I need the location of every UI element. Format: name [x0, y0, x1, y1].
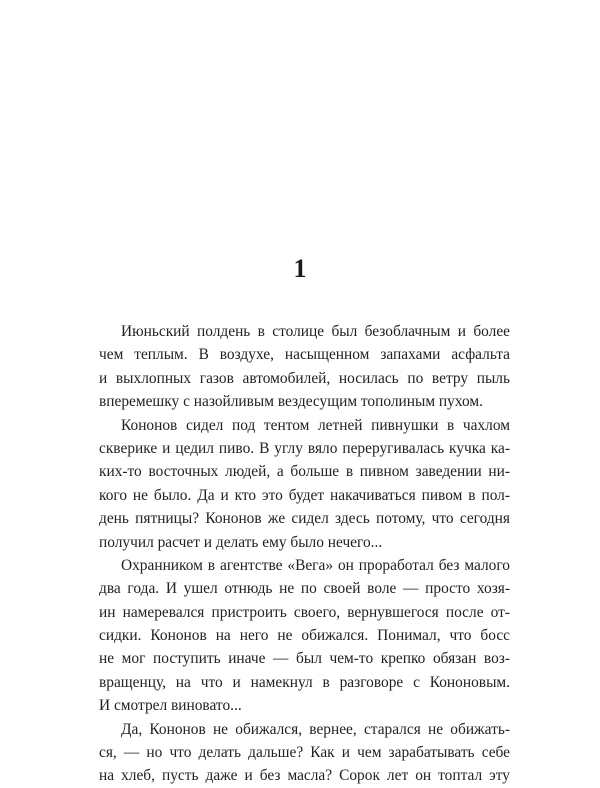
- text-line: скверике и цедил пиво. В углу вяло переругивалась кучка ка-: [99, 439, 510, 457]
- text-line: вращенцу, на что и намекнул в разговоре с Кононовым.: [99, 673, 510, 691]
- text-line: не мог поступить иначе — был чем-то крепко обязан воз-: [99, 650, 510, 668]
- text-line: ин намеревался пристроить своего, вернувшегося после от-: [99, 603, 510, 621]
- text-line: и выхлопных газов автомобилей, носилась по ветру пыль: [99, 369, 510, 387]
- text-line: чем теплым. В воздухе, насыщенном запахами асфальта: [99, 346, 510, 364]
- text-line: ся, — но что делать дальше? Как и чем зарабатывать себе: [99, 744, 510, 762]
- text-line: на хлеб, пусть даже и без масла? Сорок лет он топтал эту: [99, 767, 510, 785]
- text-line: вперемешку с назойливым вездесущим тополиным пухом.: [99, 393, 483, 411]
- text-line: Июньский полдень в столице был безоблачным и более: [121, 323, 510, 340]
- text-line: Кононов сидел под тентом летней пивнушки в чахлом: [121, 416, 510, 434]
- chapter-number: 1: [293, 254, 307, 283]
- text-line: И смотрел виновато...: [99, 697, 242, 715]
- text-line: получил расчет и делать ему было нечего...: [99, 533, 383, 551]
- text-line: два года. И ушел отнюдь не по своей воле — просто хозя-: [99, 580, 510, 598]
- text-line: день пятницы? Кононов же сидел здесь потому, что сегодня: [99, 510, 510, 528]
- text-line: сидки. Кононов на него не обижался. Понимал, что босс: [99, 627, 510, 645]
- text-line: ких-то восточных людей, а больше в пивном заведении ни-: [99, 463, 510, 481]
- body-text: [99, 320, 510, 788]
- text-line: кого не было. Да и кто это будет накачиваться пивом в пол-: [99, 486, 510, 504]
- text-line: Да, Кононов не обижался, вернее, старался не обижать-: [121, 720, 510, 738]
- text-line: Охранником в агентстве «Вега» он проработал без малого: [121, 556, 510, 574]
